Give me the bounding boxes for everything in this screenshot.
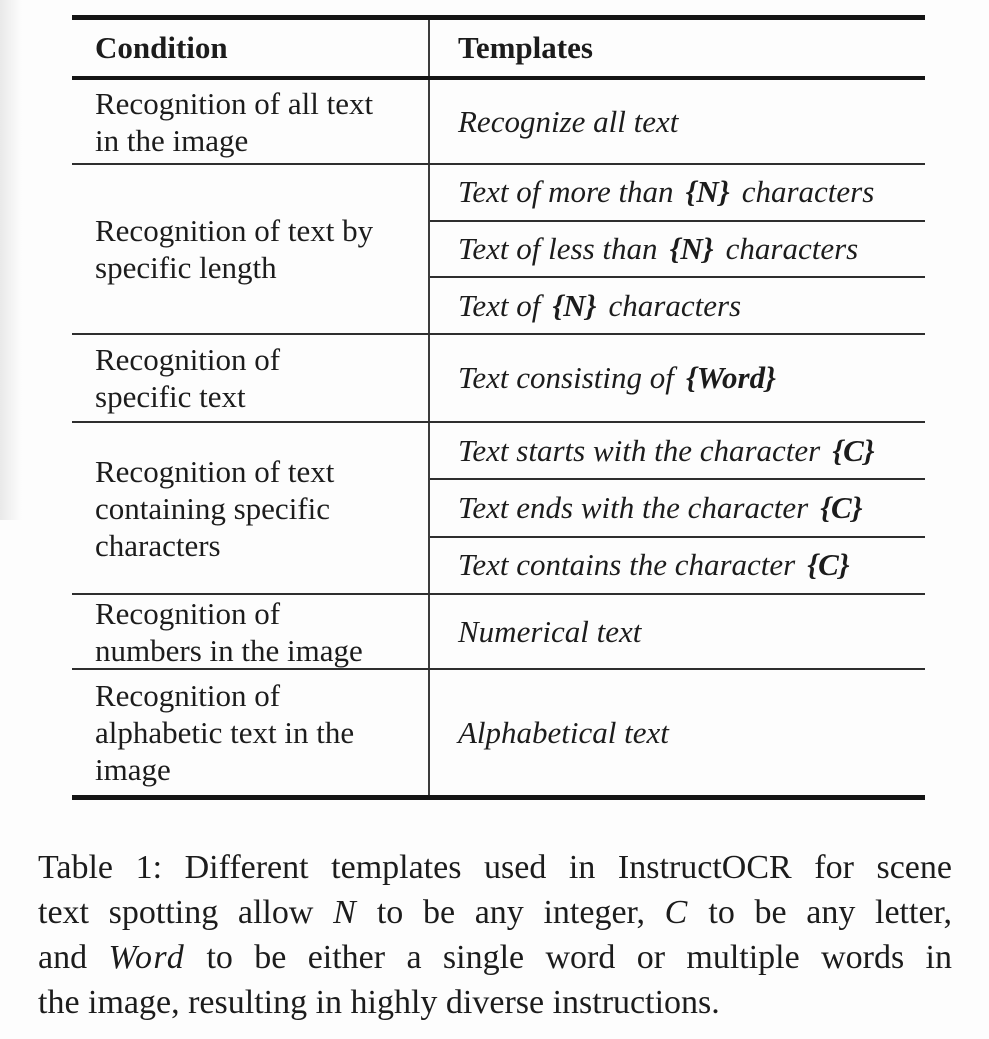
template-text: Text starts with the character (458, 432, 828, 468)
template-text: Recognize all text (458, 103, 679, 139)
template-cell (430, 335, 925, 421)
math-Word: Word (108, 939, 186, 976)
caption-line (38, 980, 952, 1025)
template-cell (430, 538, 925, 593)
placeholder-N: {N} (552, 287, 597, 323)
template-text: characters (600, 287, 742, 323)
template-text: Alphabetical text (458, 714, 669, 750)
condition-line: Recognition of all text (95, 85, 374, 121)
caption-text: and (38, 939, 109, 976)
condition-line: containing specific (95, 490, 330, 526)
caption-text: the image, resulting in highly diverse instructions. (38, 984, 720, 1021)
template-cell (430, 165, 925, 222)
caption-line (38, 890, 952, 935)
table-row-specific-text (72, 335, 925, 423)
condition-line: specific length (95, 250, 277, 285)
table-row-alphabetic (72, 670, 925, 795)
table-row-specific-characters (72, 423, 925, 595)
condition-line: Recognition of (95, 342, 281, 377)
template-text: Text of more than (458, 174, 682, 210)
caption-text: to be any integer, (357, 894, 665, 931)
table-row-all-text (72, 80, 925, 165)
table-header-row (72, 20, 925, 80)
template-cell (430, 480, 925, 537)
template-column (430, 335, 925, 421)
template-column (430, 423, 925, 593)
scan-edge-shade (0, 0, 22, 520)
caption-text: to be either a single word or multiple words in (185, 939, 952, 976)
template-column (430, 165, 925, 333)
table-caption (38, 845, 952, 1025)
condition-line: Recognition of (95, 678, 281, 713)
caption-text: Table 1: Different templates used in InstructOCR for scene (38, 849, 952, 886)
condition-line: Recognition of (95, 595, 281, 631)
template-text: Text of less than (458, 231, 666, 266)
table-row-numbers (72, 595, 925, 670)
table-row-specific-length (72, 165, 925, 335)
condition-cell (72, 423, 430, 593)
placeholder-N: {N} (669, 231, 714, 266)
caption-line (38, 845, 952, 890)
math-N: N (333, 894, 358, 931)
template-text: Text of (458, 287, 549, 323)
header-cell-templates (430, 20, 925, 76)
caption-text: text spotting allow (38, 894, 334, 931)
condition-cell (72, 80, 430, 163)
condition-cell (72, 670, 430, 795)
template-cell (430, 423, 925, 480)
template-column (430, 80, 925, 163)
condition-header-label: Condition (95, 30, 228, 65)
template-cell (430, 278, 925, 333)
condition-line: numbers in the image (95, 632, 363, 668)
condition-line: Recognition of text by (95, 213, 374, 248)
placeholder-C: {C} (832, 432, 875, 468)
condition-cell (72, 595, 430, 668)
condition-line: image (95, 752, 171, 787)
condition-line: alphabetic text in the (95, 715, 355, 750)
condition-line: characters (95, 527, 221, 563)
condition-cell (72, 165, 430, 333)
condition-line: in the image (95, 122, 249, 158)
template-text: characters (717, 231, 859, 266)
placeholder-N: {N} (685, 174, 730, 210)
condition-line: Recognition of text (95, 453, 335, 489)
math-C: C (664, 894, 689, 931)
condition-cell (72, 335, 430, 421)
templates-header-label: Templates (458, 30, 593, 65)
template-cell (430, 670, 925, 795)
caption-text: to be any letter, (688, 894, 953, 931)
template-column (430, 595, 925, 668)
header-cell-condition (72, 20, 430, 76)
placeholder-C: {C} (820, 489, 863, 525)
template-text: Numerical text (458, 613, 642, 649)
caption-line (38, 935, 952, 980)
template-column (430, 670, 925, 795)
template-text: Text contains the character (458, 547, 803, 583)
template-text: Text consisting of (458, 360, 682, 395)
condition-line: specific text (95, 379, 246, 414)
templates-table (72, 15, 925, 800)
template-cell (430, 80, 925, 163)
template-text: Text ends with the character (458, 489, 816, 525)
placeholder-Word: {Word} (685, 360, 776, 395)
template-text: characters (733, 174, 875, 210)
template-cell (430, 595, 925, 668)
placeholder-C: {C} (807, 547, 850, 583)
template-cell (430, 222, 925, 279)
